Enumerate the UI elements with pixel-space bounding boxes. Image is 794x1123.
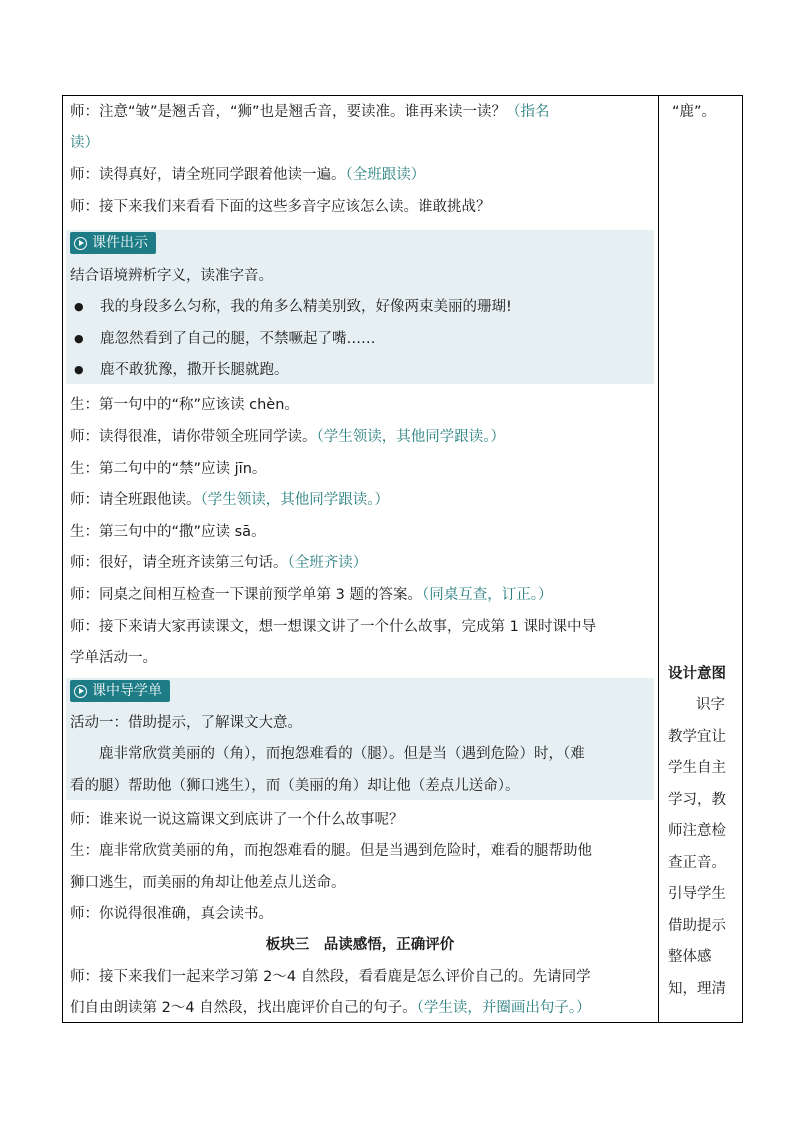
play-icon <box>74 237 87 250</box>
line-18: 师：接下来我们一起来学习第 2～4 自然段，看看鹿是怎么评价自己的。先请同学 <box>70 969 591 985</box>
guide-box <box>66 678 654 800</box>
design-intent-line: 师注意检 <box>668 823 726 839</box>
courseware-box <box>66 230 654 384</box>
bullet-item: 鹿忽然看到了自己的腿，不禁噘起了嘴…… <box>100 331 376 347</box>
bullet-item: 鹿不敢犹豫，撒开长腿就跑。 <box>100 362 289 378</box>
side-top-text: “鹿”。 <box>672 104 717 120</box>
line-4: 师：接下来我们来看看下面的这些多音字应该怎么读。谁敢挑战？ <box>70 199 491 215</box>
line-8: 师：请全班跟他读。（学生领读，其他同学跟读。） <box>70 492 389 508</box>
line-2: 读） <box>70 135 99 151</box>
guide-badge: 课中导学单 <box>70 680 170 702</box>
design-intent-line: 知，理清 <box>668 981 726 997</box>
bullet-icon: ● <box>74 300 84 313</box>
line-16: 狮口逃生，而美丽的角却让他差点儿送命。 <box>70 875 346 891</box>
column-divider <box>658 96 659 1022</box>
bullet-item: 我的身段多么匀称，我的角多么精美别致，好像两束美丽的珊瑚! <box>100 299 512 315</box>
line-6: 师：读得很准，请你带领全班同学读。（学生领读，其他同学跟读。） <box>70 429 505 445</box>
line-12: 师：接下来请大家再读课文，想一想课文讲了一个什么故事，完成第 1 课时课中导 <box>70 619 596 635</box>
line-3: 师：读得真好，请全班同学跟着他读一遍。（全班跟读） <box>70 167 426 183</box>
design-intent-line: 借助提示 <box>668 918 726 934</box>
line-9: 生：第三句中的“撒”应读 sā。 <box>70 524 266 540</box>
design-intent-line: 查正音。 <box>668 855 726 871</box>
bullet-icon: ● <box>74 363 84 376</box>
bullet-icon: ● <box>74 332 84 345</box>
line-11: 师：同桌之间相互检查一下课前预学单第 3 题的答案。（同桌互查，订正。） <box>70 587 553 603</box>
guide-intro: 活动一：借助提示，了解课文大意。 <box>70 715 302 731</box>
design-intent-line: 识字 <box>696 697 725 713</box>
play-icon <box>74 685 87 698</box>
line-13: 学单活动一。 <box>70 650 157 666</box>
line-1: 师：注意“皱”是翘舌音，“狮”也是翘舌音，要读准。谁再来读一读？（指名 <box>70 104 550 120</box>
line-14: 师：谁来说一说这篇课文到底讲了一个什么故事呢？ <box>70 812 404 828</box>
line-15: 生：鹿非常欣赏美丽的角，而抱怨难看的腿。但是当遇到危险时，难看的腿帮助他 <box>70 843 592 859</box>
line-5: 生：第一句中的“称”应该读 chèn。 <box>70 397 299 413</box>
design-intent-line: 学生自主 <box>668 760 726 776</box>
design-intent-line: 引导学生 <box>668 886 726 902</box>
courseware-badge: 课件出示 <box>70 232 156 254</box>
design-intent-line: 整体感 <box>668 949 712 965</box>
design-intent-line: 教学宜让 <box>668 729 726 745</box>
guide-para-1: 鹿非常欣赏美丽的（角），而抱怨难看的（腿）。但是当（遇到危险）时，（难 <box>99 746 585 762</box>
section-heading: 板块三 品读感悟，正确评价 <box>265 937 455 953</box>
design-intent-line: 学习，教 <box>668 792 726 808</box>
lesson-table <box>62 95 743 1023</box>
courseware-intro: 结合语境辨析字义，读准字音。 <box>70 268 273 284</box>
line-10: 师：很好，请全班齐读第三句话。（全班齐读） <box>70 555 368 571</box>
line-19: 们自由朗读第 2～4 自然段，找出鹿评价自己的句子。（学生读，并圈画出句子。） <box>70 1000 591 1016</box>
design-intent-title: 设计意图 <box>668 666 726 682</box>
guide-para-2: 看的腿）帮助他（狮口逃生），而（美丽的角）却让他（差点儿送命）。 <box>70 778 520 794</box>
line-17: 师：你说得很准确，真会读书。 <box>70 906 273 922</box>
line-7: 生：第二句中的“禁”应读 jīn。 <box>70 461 267 477</box>
